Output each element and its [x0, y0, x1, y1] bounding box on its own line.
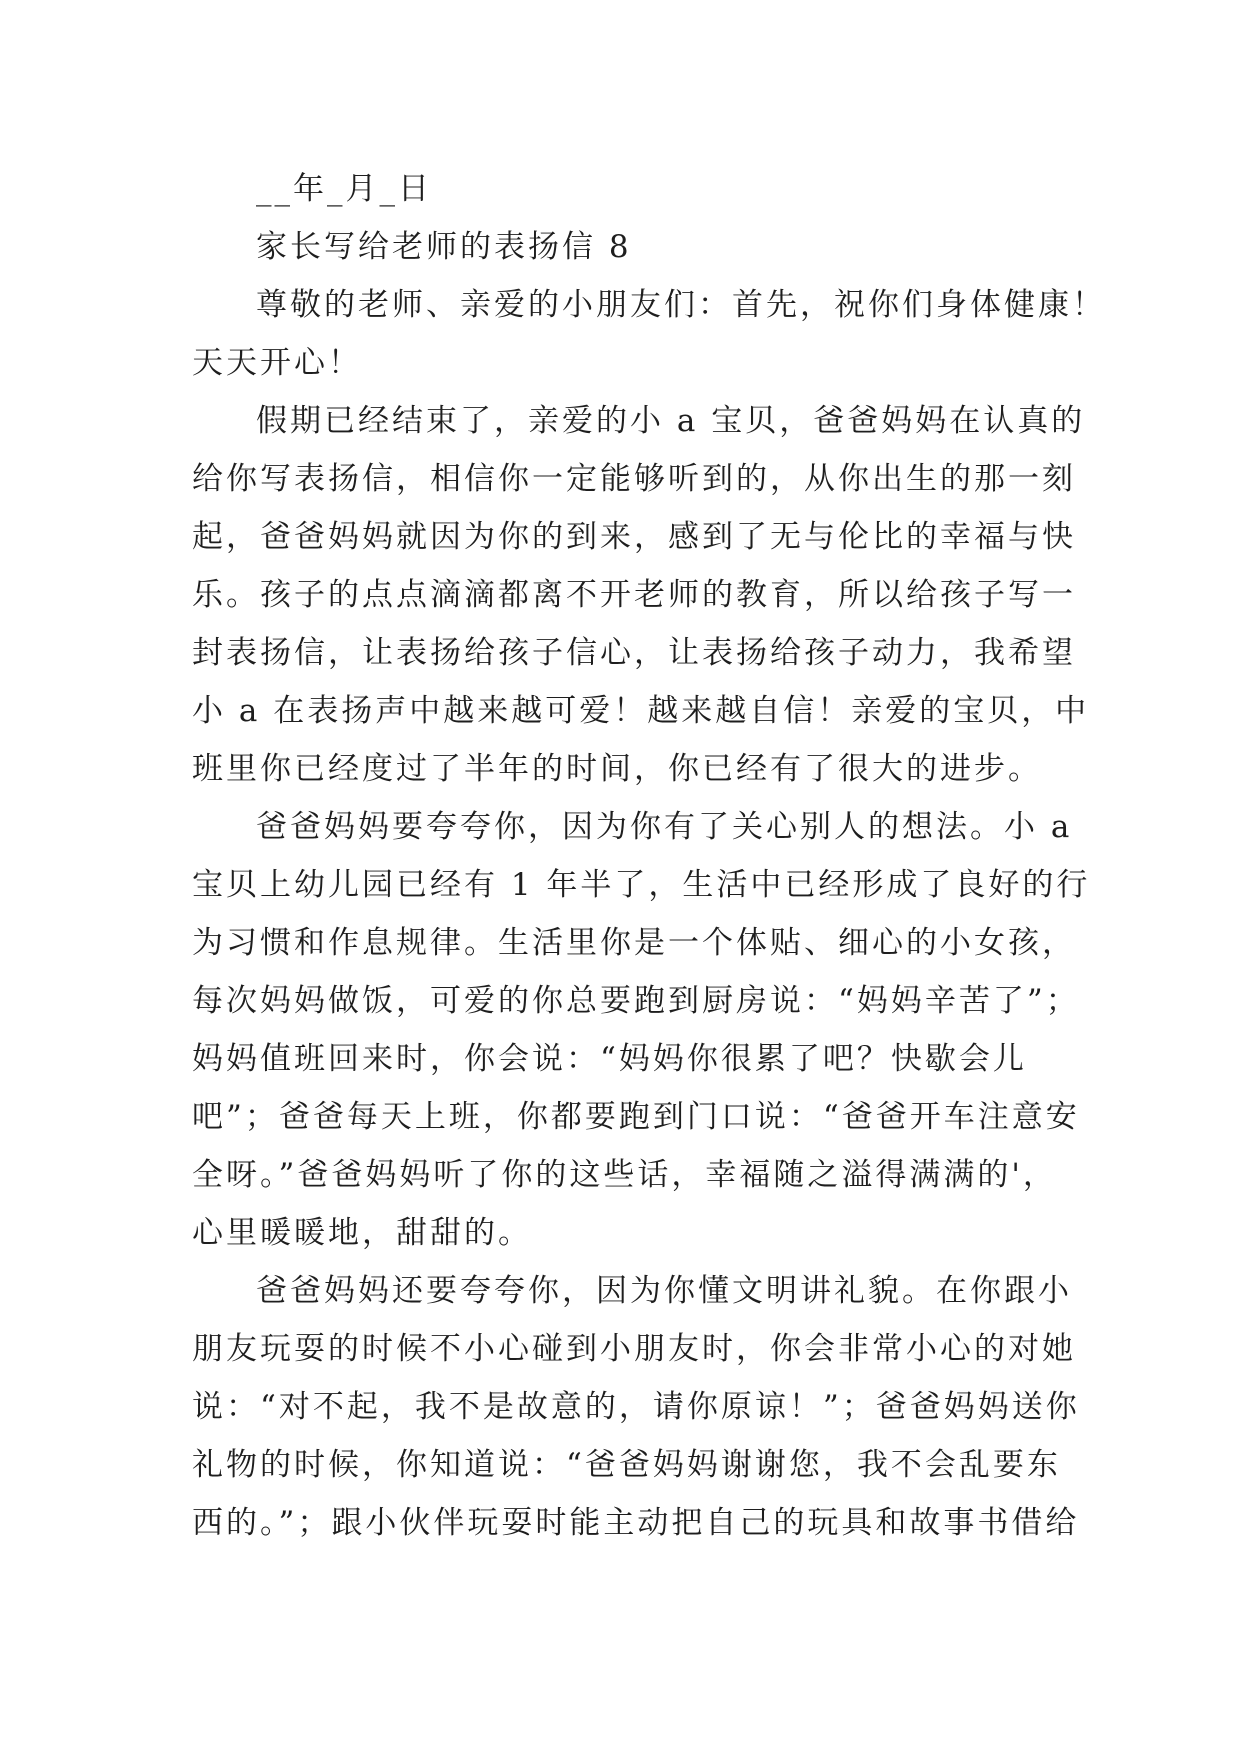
text-line: 爸爸妈妈还要夸夸你，因为你懂文明讲礼貌。在你跟小 [256, 1273, 1072, 1309]
document-body [192, 160, 1106, 1552]
date-line: __年_月_日 [256, 171, 432, 207]
text-line: 起，爸爸妈妈就因为你的到来，感到了无与伦比的幸福与快 [192, 519, 1076, 555]
text-line: 小 a 在表扬声中越来越可爱！越来越自信！亲爱的宝贝，中 [192, 693, 1090, 729]
text-line: 宝贝上幼儿园已经有 1 年半了，生活中已经形成了良好的行 [192, 867, 1091, 903]
text-line: 西的。”；跟小伙伴玩耍时能主动把自己的玩具和故事书借给 [192, 1505, 1080, 1541]
text-line: 天天开心！ [192, 345, 362, 381]
text-line: 说：“对不起，我不是故意的，请你原谅！”；爸爸妈妈送你 [192, 1389, 1080, 1425]
text-line: 吧”；爸爸每天上班，你都要跑到门口说：“爸爸开车注意安 [192, 1099, 1080, 1135]
text-line: 妈妈值班回来时，你会说：“妈妈你很累了吧？快歇会儿 [192, 1041, 1027, 1077]
text-line: 为习惯和作息规律。生活里你是一个体贴、细心的小女孩， [192, 925, 1076, 961]
text-line: 乐。孩子的点点滴滴都离不开老师的教育，所以给孩子写一 [192, 577, 1076, 613]
text-line: 朋友玩耍的时候不小心碰到小朋友时，你会非常小心的对她 [192, 1331, 1076, 1367]
text-line: 心里暖暖地，甜甜的。 [192, 1215, 532, 1251]
text-line: 每次妈妈做饭，可爱的你总要跑到厨房说：“妈妈辛苦了”； [192, 983, 1080, 1019]
letter-text [192, 276, 1106, 1552]
text-line: 封表扬信，让表扬给孩子信心，让表扬给孩子动力，我希望 [192, 635, 1076, 671]
text-line: 礼物的时候，你知道说：“爸爸妈妈谢谢您，我不会乱要东 [192, 1447, 1061, 1483]
text-line: 假期已经结束了，亲爱的小 a 宝贝，爸爸妈妈在认真的 [256, 403, 1086, 439]
letter-heading: 家长写给老师的表扬信 8 [256, 229, 632, 265]
text-line: 班里你已经度过了半年的时间，你已经有了很大的进步。 [192, 751, 1042, 787]
text-line: 给你写表扬信，相信你一定能够听到的，从你出生的那一刻 [192, 461, 1076, 497]
text-line: 爸爸妈妈要夸夸你，因为你有了关心别人的想法。小 a [256, 809, 1073, 845]
text-line: 尊敬的老师、亲爱的小朋友们：首先，祝你们身体健康！ [256, 287, 1106, 323]
text-line: 全呀。”爸爸妈妈听了你的这些话，幸福随之溢得满满的'， [192, 1157, 1057, 1193]
